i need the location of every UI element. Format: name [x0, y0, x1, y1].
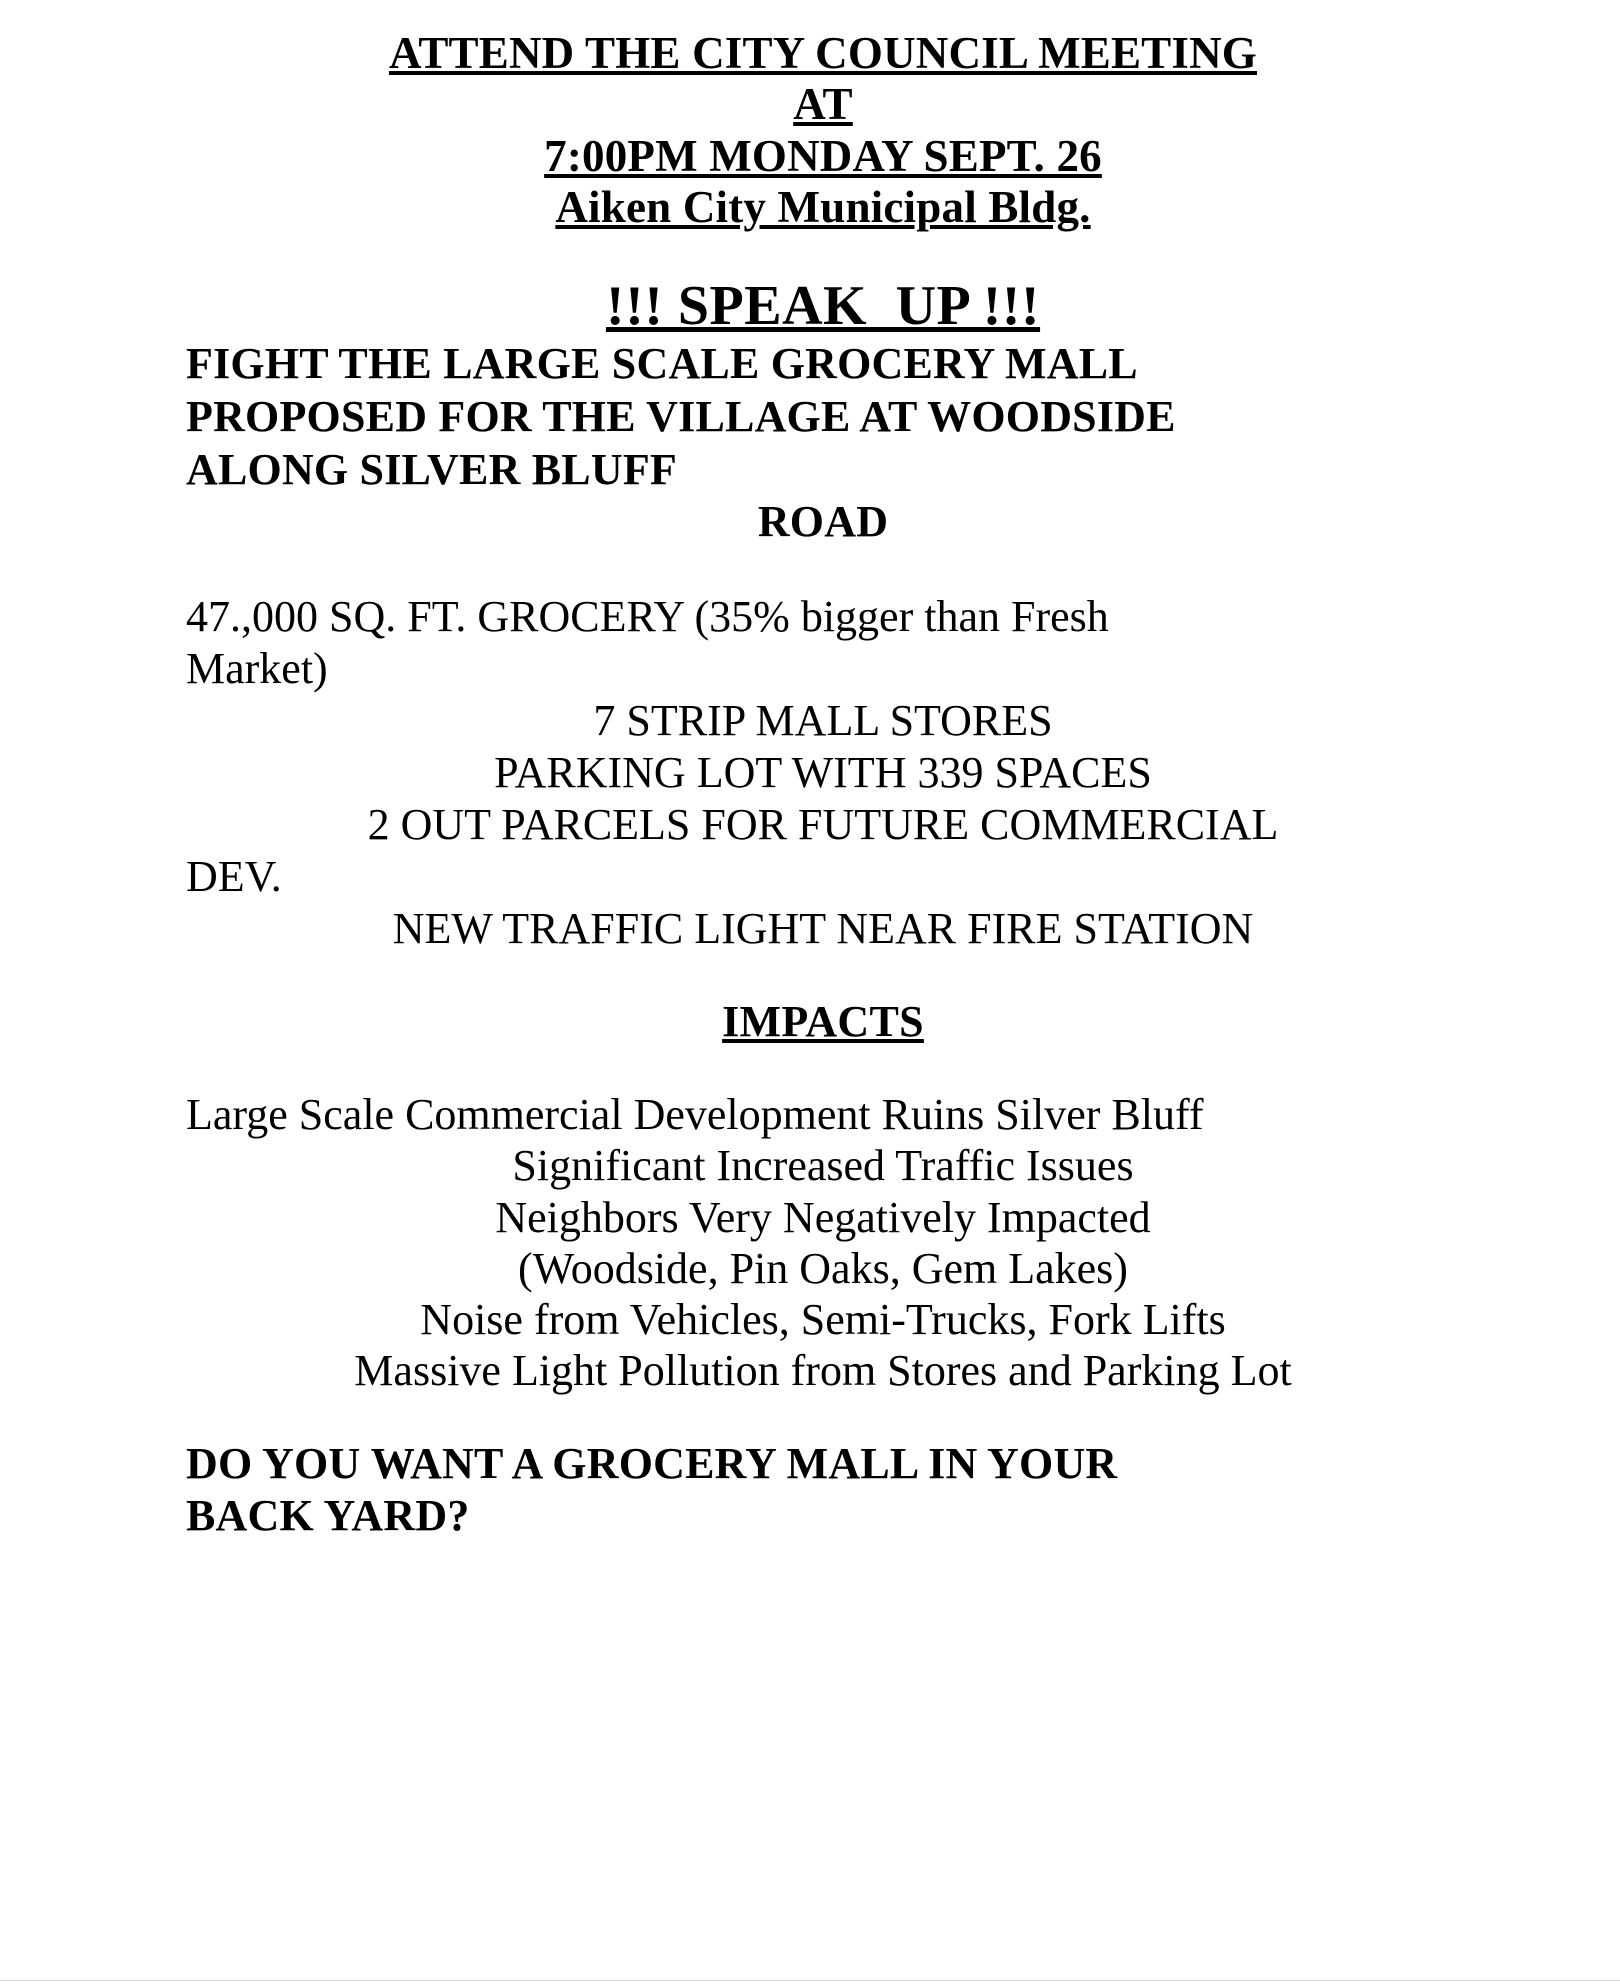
heading-line-1: ATTEND THE CITY COUNCIL MEETING [388, 28, 1258, 78]
heading-line-3: 7:00PM MONDAY SEPT. 26 [544, 130, 1102, 181]
impact-line: (Woodside, Pin Oaks, Gem Lakes) [518, 1243, 1128, 1293]
impact-line: Large Scale Commercial Development Ruins Silver Bluff [186, 1090, 1204, 1140]
project-facts-list [186, 591, 1460, 954]
fact-line: 7 STRIP MALL STORES [593, 695, 1053, 745]
speak-up-callout [186, 275, 1460, 338]
heading-line-4: Aiken City Municipal Bldg. [555, 181, 1091, 232]
speak-up-text: !!! SPEAK_UP !!! [605, 275, 1041, 338]
spacer-after-impacts-title [186, 1047, 1460, 1089]
fact-line: DEV. [186, 851, 282, 901]
fight-statement [186, 338, 1460, 549]
fact-line: 47.,000 SQ. FT. GROCERY (35% bigger than Fresh [186, 592, 1109, 642]
fight-line-4: ROAD [757, 497, 889, 547]
fact-line: PARKING LOT WITH 339 SPACES [494, 747, 1152, 797]
closing-line-2: BACK YARD? [186, 1491, 470, 1541]
impact-line: Massive Light Pollution from Stores and Parking Lot [354, 1345, 1292, 1395]
spacer-after-heading [186, 233, 1460, 275]
spacer-after-fight [186, 549, 1460, 591]
impact-line: Noise from Vehicles, Semi-Trucks, Fork Lifts [420, 1294, 1226, 1344]
fact-line: NEW TRAFFIC LIGHT NEAR FIRE STATION [392, 903, 1254, 953]
impacts-section-title [186, 996, 1460, 1047]
meeting-announcement-heading [186, 28, 1460, 233]
fight-line-1: FIGHT THE LARGE SCALE GROCERY MALL [186, 338, 1138, 388]
fight-line-3: ALONG SILVER BLUFF [186, 444, 677, 494]
impact-line: Significant Increased Traffic Issues [512, 1141, 1134, 1191]
spacer-before-impacts [186, 954, 1460, 996]
impacts-list [186, 1089, 1460, 1395]
spacer-before-closing [186, 1396, 1460, 1438]
closing-line-1: DO YOU WANT A GROCERY MALL IN YOUR [186, 1438, 1118, 1488]
fact-line: Market) [186, 644, 328, 693]
fight-line-2: PROPOSED FOR THE VILLAGE AT WOODSIDE [186, 391, 1176, 441]
impact-line: Neighbors Very Negatively Impacted [495, 1192, 1151, 1242]
impacts-title-text: IMPACTS [722, 997, 924, 1047]
closing-question [186, 1438, 1460, 1544]
heading-line-2: AT [793, 79, 853, 130]
fact-line: 2 OUT PARCELS FOR FUTURE COMMERCIAL [367, 799, 1279, 849]
page-bottom-rule [0, 1980, 1620, 1981]
